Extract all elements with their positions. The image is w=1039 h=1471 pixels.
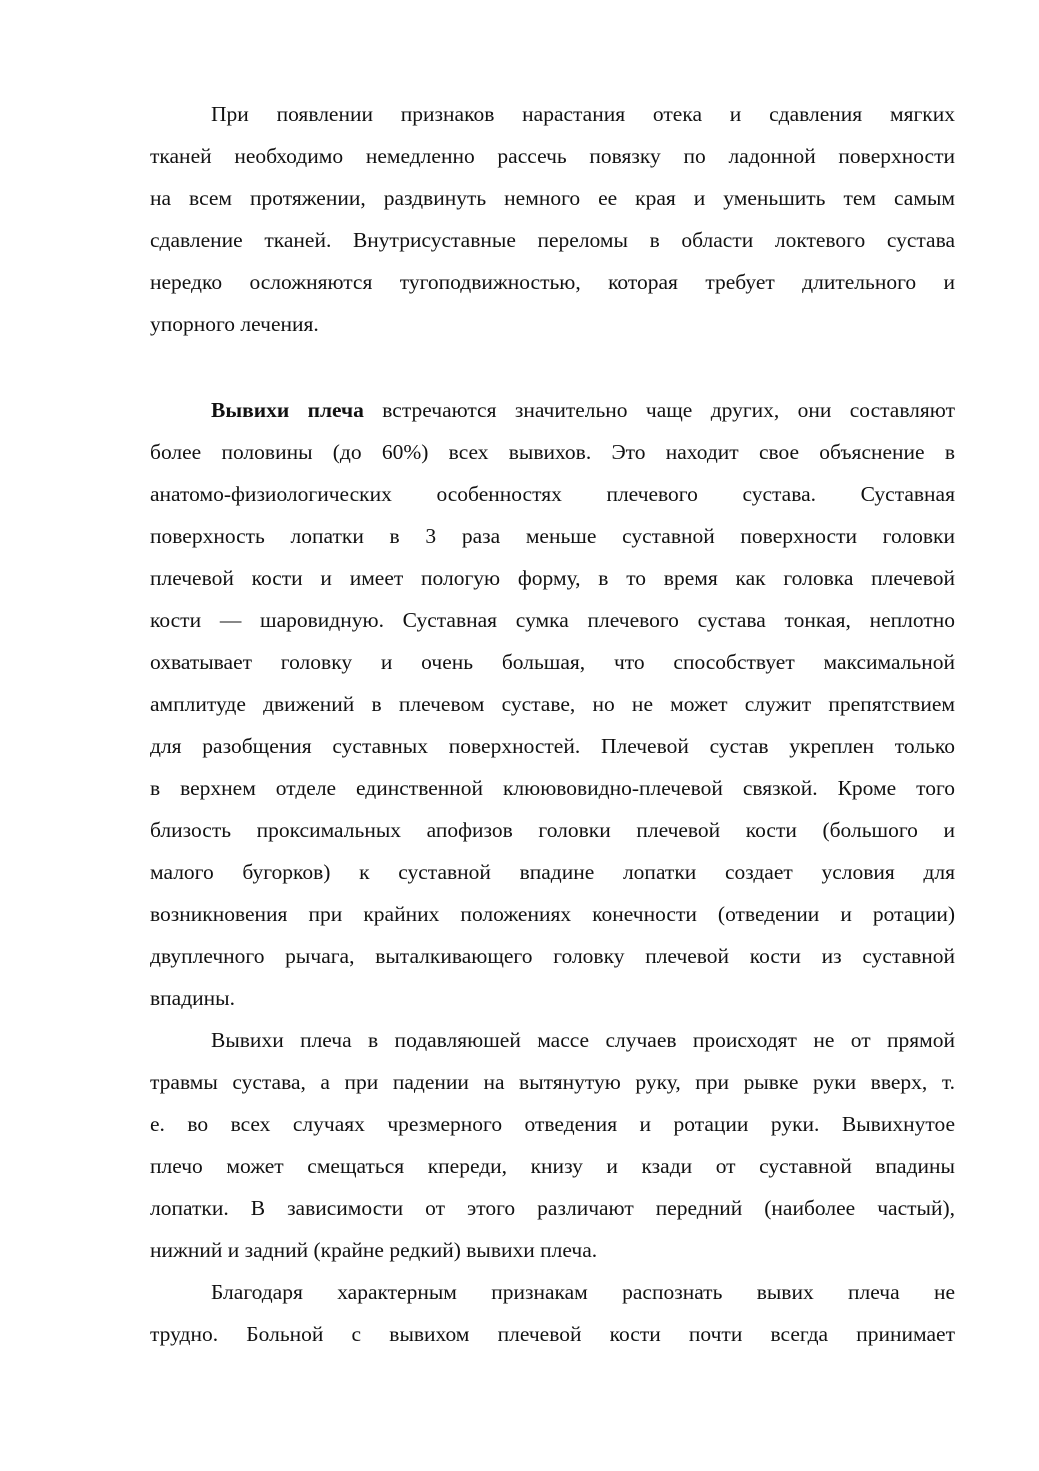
text-line: травмы сустава, а при падении на вытянутую руку, при рывке руки вверх, т. <box>150 1070 955 1094</box>
text-line: для разобщения суставных поверхностей. Плечевой сустав укреплен только <box>150 734 955 758</box>
text-line: амплитуде движений в плечевом суставе, но не может служит препятствием <box>150 692 955 716</box>
text-line: анатомо-физиологических особенностях плечевого сустава. Суставная <box>150 482 955 506</box>
text-line: сдавление тканей. Внутрисуставные переломы в области локтевого сустава <box>150 228 955 252</box>
text-line: возникновения при крайних положениях конечности (отведении и ротации) <box>150 902 955 926</box>
text-line: плечевой кости и имеет пологую форму, в то время как головка плечевой <box>150 566 955 590</box>
text-line: на всем протяжении, раздвинуть немного ее края и уменьшить тем самым <box>150 186 955 210</box>
text-line: При появлении признаков нарастания отека и сдавления мягких <box>211 102 955 126</box>
text-line: Вывихи плеча в подавляюшей массе случаев происходят не от прямой <box>211 1028 955 1052</box>
text-line: близость проксимальных апофизов головки плечевой кости (большого и <box>150 818 955 842</box>
text-line: двуплечного рычага, выталкивающего головку плечевой кости из суставной <box>150 944 955 968</box>
paragraph-shoulder-first-line <box>150 389 955 431</box>
text-line: более половины (до 60%) всех вывихов. Это находит свое объяснение в <box>150 440 955 464</box>
text-line: е. во всех случаях чрезмерного отведения и ротации руки. Вывихнутое <box>150 1112 955 1136</box>
text-line: охватывает головку и очень большая, что способствует максимальной <box>150 650 955 674</box>
text-line: Благодаря характерным признакам распознать вывих плеча не <box>211 1280 955 1304</box>
text-span: встречаются значительно чаще других, они составляют <box>363 398 955 422</box>
text-line: тканей необходимо немедленно рассечь повязку по ладонной поверхности <box>150 144 955 168</box>
text-line: нижний и задний (крайне редкий) вывихи плеча. <box>150 1238 598 1262</box>
bold-term: Вывихи плеча <box>211 398 364 422</box>
text-line: впадины. <box>150 986 235 1010</box>
text-line: в верхнем отделе единственной клюювовидно-плечевой связкой. Кроме того <box>150 776 955 800</box>
text-line: упорного лечения. <box>150 312 319 336</box>
text-line: плечо может смещаться кпереди, книзу и кзади от суставной впадины <box>150 1154 955 1178</box>
text-line: поверхность лопатки в 3 раза меньше суставной поверхности головки <box>150 524 955 548</box>
text-line: трудно. Больной с вывихом плечевой кости почти всегда принимает <box>150 1322 955 1346</box>
text-line: малого бугорков) к суставной впадине лопатки создает условия для <box>150 860 955 884</box>
text-line: нередко осложняются тугоподвижностью, которая требует длительного и <box>150 270 955 294</box>
text-line: кости — шаровидную. Суставная сумка плечевого сустава тонкая, неплотно <box>150 608 955 632</box>
paragraph-edema <box>150 93 955 345</box>
text-line: лопатки. В зависимости от этого различают передний (наиболее частый), <box>150 1196 955 1220</box>
section-shoulder-dislocations <box>150 389 955 1355</box>
